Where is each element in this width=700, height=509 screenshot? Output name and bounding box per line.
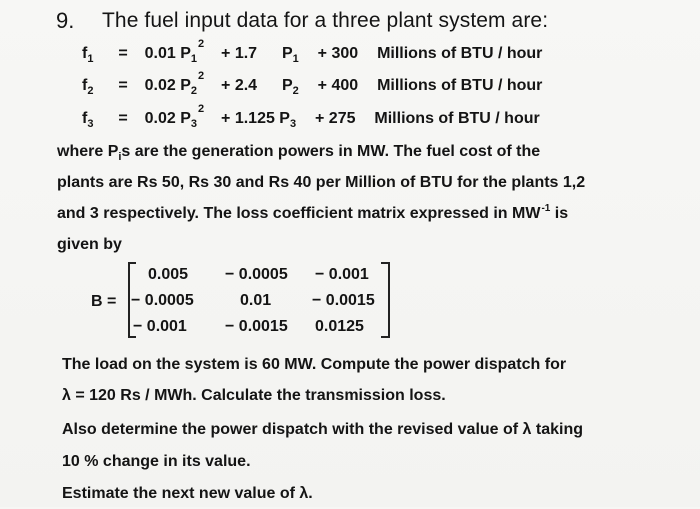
question-number: 9. <box>56 8 75 33</box>
after-line-4: 10 % change in its value. <box>62 453 251 470</box>
f2-lhs: $f_2$ <box>82 77 94 98</box>
matrix-cell-r3c2: − 0.0015 <box>225 318 288 335</box>
equation-f2: $f_2 = 0.02$ $P_2^2 + 2.4$ $P_2 + 400$ Millions of BTU / hour <box>82 70 543 98</box>
matrix-cell-r1c1: 0.005 <box>148 266 189 283</box>
matrix-right-bracket <box>388 262 390 338</box>
matrix-left-bracket-top <box>128 262 136 264</box>
matrix-cell-r1c3: − 0.001 <box>315 266 369 283</box>
paragraph-line-4: given by <box>57 236 122 253</box>
paragraph-line-1: where $P_is$ are the generation powers in MW. The fuel cost of the <box>57 143 541 164</box>
matrix-cell-r3c3: 0.0125 <box>315 318 364 335</box>
matrix-left-bracket-bottom <box>128 336 136 338</box>
after-line-3: Also determine the power dispatch with the revised value of λ taking <box>62 421 584 438</box>
matrix-right-bracket-top <box>381 262 389 264</box>
after-line-1: The load on the system is 60 MW. Compute the power dispatch for <box>62 356 567 373</box>
matrix-cell-r2c3: − 0.0015 <box>312 292 375 309</box>
matrix-label: B = <box>91 293 117 310</box>
equation-f3: $f_3 = 0.02$ $P_3^2 + 1.125$ $P_3 + 275$ Millions of BTU / hour <box>82 103 540 131</box>
matrix-left-bracket <box>128 262 130 338</box>
paragraph-line-3: and 3 respectively. The loss coefficient matrix expressed in $MW^{-1}$ is <box>57 203 569 222</box>
paragraph-line-2: plants are Rs 50, Rs 30 and Rs 40 per Million of BTU for the plants 1,2 <box>57 174 586 191</box>
matrix-cell-r3c1: − 0.001 <box>133 318 187 335</box>
matrix-cell-r2c2: 0.01 <box>240 292 272 309</box>
after-line-2: λ = 120 Rs / MWh. Calculate the transmission loss. <box>62 387 446 404</box>
matrix-cell-r2c1: − 0.0005 <box>131 292 194 309</box>
equation-f1: $f_1 = 0.01$ $P_1^2 + 1.7$ $P_1 + 300$ Millions of BTU / hour <box>82 38 543 66</box>
after-line-5: Estimate the next new value of λ. <box>62 485 313 502</box>
f3-lhs: $f_3$ <box>82 110 94 131</box>
question-title: The fuel input data for a three plant system are: <box>102 9 549 32</box>
matrix-cell-r1c2: − 0.0005 <box>225 266 288 283</box>
f1-lhs: $f_1$ <box>82 45 94 66</box>
matrix-right-bracket-bottom <box>381 336 389 338</box>
